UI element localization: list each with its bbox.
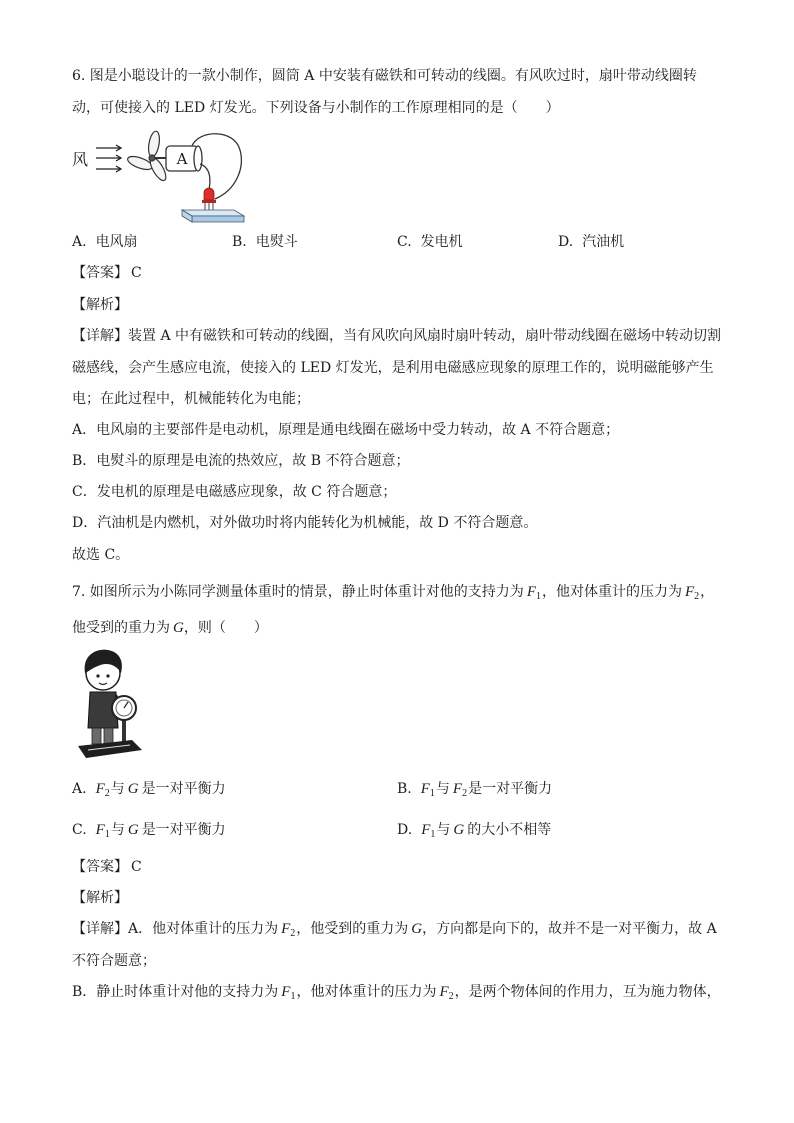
wind-label: 风 — [72, 150, 89, 169]
q6-analysis-option-c: C．发电机的原理是电磁感应现象，故 C 符合题意； — [72, 484, 397, 500]
person-leg-right — [104, 728, 113, 744]
q7-person-on-scale-figure — [76, 646, 144, 760]
stem-text: ，他对体重计的压力为 — [541, 584, 682, 600]
option-text: 电熨斗 — [255, 234, 298, 250]
option-letter: D. — [397, 822, 413, 838]
force-variable: F — [95, 822, 105, 838]
q7-option-a — [72, 779, 226, 799]
q6-stem-line-2: 动，可使接入的 LED 灯发光。下列设备与小制作的工作原理相同的是（ ） — [72, 100, 560, 116]
cylinder-label: A — [176, 150, 188, 168]
q6-option-b — [232, 232, 298, 252]
gravity-variable: G — [453, 822, 465, 838]
q6-detail-line-2: 磁感线，会产生感应电流，使接入的 LED 灯发光，是利用电磁感应现象的原理工作的，说明磁能够产生 — [72, 360, 714, 376]
q6-analysis-option-b: B．电熨斗的原理是电流的热效应，故 B 不符合题意； — [72, 453, 410, 469]
option-text: 汽油机 — [582, 234, 625, 250]
wind-arrow-middle — [96, 155, 121, 161]
option-text: 与 — [436, 822, 451, 838]
wind-arrows-icon — [96, 145, 121, 172]
scale-platform — [78, 740, 142, 758]
force-variable: F — [684, 584, 695, 600]
option-letter: C. — [397, 234, 412, 250]
force-subscript: 2 — [462, 788, 468, 799]
answer-value: C — [131, 265, 142, 281]
gravity-variable: G — [127, 781, 139, 797]
force-variable: F — [281, 921, 291, 937]
force-variable: F — [420, 781, 430, 797]
force-subscript: 2 — [104, 788, 110, 799]
force-subscript: 2 — [290, 928, 296, 939]
q6-detail-line-3: 电；在此过程中，机械能转化为电能； — [72, 391, 310, 407]
detail-label: 【详解】 — [72, 921, 128, 937]
force-subscript: 2 — [694, 591, 700, 602]
q6-detail-line-1 — [72, 326, 721, 346]
option-text: 电风扇 — [95, 234, 138, 250]
fan-hub — [149, 155, 155, 161]
q7-option-d — [397, 820, 551, 840]
led-icon — [204, 188, 214, 200]
answer-value: C — [131, 859, 142, 875]
q7-option-c — [72, 820, 226, 840]
stem-text: 7. 如图所示为小陈同学测量体重时的情景，静止时体重计对他的支持力为 — [72, 584, 524, 600]
q6-analysis-option-d: D．汽油机是内燃机，对外做功时将内能转化为机械能，故 D 不符合题意。 — [72, 515, 538, 531]
person-leg-left — [92, 728, 101, 744]
force-variable: F — [439, 984, 449, 1000]
led-base-board — [182, 210, 244, 222]
force-subscript: 1 — [104, 829, 110, 840]
person-eye-right — [106, 674, 109, 677]
option-letter: A. — [72, 781, 87, 797]
option-letter: D. — [558, 234, 574, 250]
stem-text: 他受到的重力为 — [72, 620, 170, 636]
detail-text: 装置 A 中有磁铁和可转动的线圈，当有风吹向风扇时扇叶转动，扇叶带动线圈在磁场中转动切割 — [128, 328, 722, 344]
q7-option-b — [397, 779, 552, 799]
q6-conclusion: 故选 C。 — [72, 547, 130, 563]
detail-text: ，方向都是向下的，故并不是一对平衡力，故 A — [422, 921, 717, 937]
q7-analysis-label: 【解析】 — [72, 890, 128, 906]
stem-text: ，则（ ） — [183, 620, 268, 636]
force-variable: F — [95, 781, 105, 797]
gravity-variable: G — [411, 921, 423, 937]
answer-label: 【答案】 — [72, 859, 128, 875]
q7-detail-line-1 — [72, 919, 717, 939]
base-top-face — [182, 210, 244, 216]
option-text: 是一对平衡力 — [141, 822, 226, 838]
detail-text: ，是两个物体间的作用力，互为施力物体， — [454, 984, 721, 1000]
q7-stem-line-1 — [72, 582, 714, 602]
option-letter: B. — [397, 781, 412, 797]
detail-text: A．他对体重计的压力为 — [128, 921, 279, 937]
wind-arrow-top — [96, 145, 121, 151]
detail-text: B．静止时体重计对他的支持力为 — [72, 984, 279, 1000]
detail-text: ，他受到的重力为 — [296, 921, 409, 937]
q7-detail-line-2: 不符合题意； — [72, 953, 156, 969]
force-subscript: 1 — [429, 788, 435, 799]
q6-option-c — [397, 232, 463, 252]
led-rim — [202, 200, 216, 203]
option-letter: C. — [72, 822, 87, 838]
force-variable: F — [526, 584, 536, 600]
q7-detail-line-3 — [72, 982, 721, 1002]
q6-analysis-label: 【解析】 — [72, 297, 128, 313]
q6-analysis-option-a: A．电风扇的主要部件是电动机，原理是通电线圈在磁场中受力转动，故 A 不符合题意； — [72, 422, 620, 438]
cylinder-a-end — [194, 146, 202, 171]
q7-answer — [72, 857, 142, 877]
force-variable: F — [452, 781, 463, 797]
detail-label: 【详解】 — [72, 328, 128, 344]
force-subscript: 2 — [448, 991, 454, 1002]
detail-text: ，他对体重计的压力为 — [296, 984, 437, 1000]
option-text: 是一对平衡力 — [468, 781, 553, 797]
wind-arrow-bottom — [96, 166, 121, 172]
q7-stem-line-2 — [72, 618, 268, 638]
stem-text: ， — [700, 584, 715, 600]
q6-stem-line-1: 6. 图是小聪设计的一款小制作，圆筒 A 中安装有磁铁和可转动的线圈。有风吹过时，扇叶带动线圈转 — [72, 68, 697, 84]
option-text: 的大小不相等 — [467, 822, 552, 838]
answer-label: 【答案】 — [72, 265, 128, 281]
fan-blade-top — [147, 130, 161, 157]
force-subscript: 1 — [430, 829, 436, 840]
option-text: 与 — [110, 781, 125, 797]
gravity-variable: G — [127, 822, 139, 838]
option-text: 是一对平衡力 — [141, 781, 226, 797]
person-eye-left — [96, 674, 99, 677]
fan-blades-icon — [126, 130, 169, 182]
base-front-face — [192, 216, 244, 222]
gravity-variable: G — [173, 620, 184, 636]
option-letter: A. — [72, 234, 87, 250]
q6-wind-generator-figure — [66, 128, 248, 226]
option-text: 与 — [435, 781, 450, 797]
force-subscript: 1 — [290, 991, 296, 1002]
force-subscript: 1 — [535, 591, 541, 602]
force-variable: F — [281, 984, 291, 1000]
option-text: 发电机 — [420, 234, 463, 250]
option-text: 与 — [110, 822, 125, 838]
force-variable: F — [421, 822, 431, 838]
q6-answer — [72, 263, 142, 283]
option-letter: B. — [232, 234, 247, 250]
q6-option-a — [72, 232, 138, 252]
q6-option-d — [558, 232, 624, 252]
